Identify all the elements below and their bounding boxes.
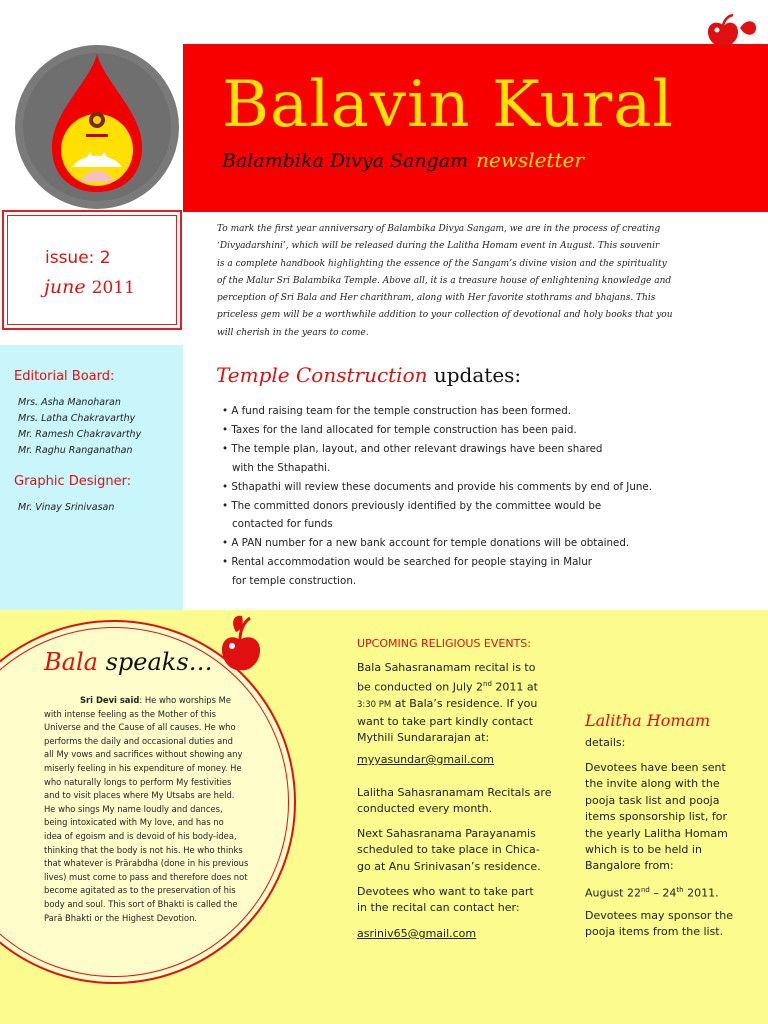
- event-text: 2011 at: [491, 681, 538, 695]
- issue-month: june: [44, 276, 86, 298]
- list-item-continuation: with the Sthapathi.: [232, 461, 331, 474]
- temple-title-highlight: Temple Construction: [216, 363, 428, 387]
- lalitha-line: the yearly Lalitha Homam: [585, 826, 728, 840]
- issue-date: [44, 276, 135, 298]
- date-text: – 24: [649, 886, 677, 900]
- lalitha-line: Devotees may sponsor the: [585, 909, 733, 922]
- intro-line: priceless gem will be a worthwhile addition to your collection of devotional and holy books that you: [217, 310, 673, 321]
- bala-speaks-quote: [44, 694, 260, 925]
- designer-name: Mr. Vinay Srinivasan: [18, 502, 115, 513]
- organization-name: Balambika Divya Sangam: [222, 150, 469, 172]
- quote-line: lives) must come to pass and therefore does not: [44, 871, 248, 882]
- lalitha-line: pooja items from the list.: [585, 925, 724, 939]
- quote-line: that whatever is Prārabdha (done in his previous: [44, 858, 249, 869]
- bala-title-rest: speaks…: [105, 648, 213, 676]
- masthead-title: Balavin Kural: [222, 68, 674, 142]
- temple-section-title: [216, 363, 521, 387]
- intro-line: of the Malur Sri Balambika Temple. Above all, it is a treasure house of enlightening knowledge and: [217, 275, 672, 286]
- quote-line: all My vows and sacrifices without showing any: [44, 749, 243, 760]
- event-text: Next Sahasranama Parayanamis: [357, 827, 536, 840]
- lalitha-sponsor-note: [585, 908, 733, 941]
- lalitha-dates: [585, 882, 719, 902]
- events-heading: UPCOMING RELIGIOUS EVENTS:: [357, 637, 531, 650]
- lalitha-invite-text: [585, 760, 728, 875]
- event-text: in the recital can contact her:: [357, 901, 520, 915]
- list-item: • A fund raising team for the temple construction has been formed.: [222, 405, 572, 417]
- designer-heading: Graphic Designer:: [14, 474, 132, 489]
- lalitha-line: the invite along with the: [585, 777, 720, 791]
- date-text: 2011.: [683, 886, 719, 900]
- list-item: • The committed donors previously identified by the committee would be: [222, 499, 602, 512]
- event-sahasranamam-recital: [357, 660, 538, 747]
- lalitha-line: items sponsorship list, for: [585, 810, 727, 824]
- bala-title-highlight: Bala: [44, 648, 98, 676]
- intro-line: To mark the first year anniversary of Balambika Divya Sangam, we are in the process of creating: [217, 224, 661, 234]
- lalitha-details-label: details:: [585, 736, 626, 749]
- intro-line: ‘Divyadarshini’, which will be released during the Lalitha Homam event in August. This souvenir: [217, 241, 660, 252]
- quote-line: become agitated as to the preservation of his: [44, 885, 236, 896]
- list-item: • Sthapathi will review these documents and provide his comments by end of June.: [222, 480, 653, 493]
- ordinal-suffix: nd: [641, 886, 650, 894]
- issue-number: issue: 2: [45, 248, 111, 268]
- event-text: want to take part kindly contact: [357, 714, 534, 728]
- email-link-mythili[interactable]: myyasundar@gmail.com: [357, 753, 494, 766]
- lalitha-line: pooja task list and pooja: [585, 793, 720, 807]
- event-text: at Bala’s residence. If you: [391, 697, 538, 711]
- list-item: • A PAN number for a new bank account for temple donations will be obtained.: [222, 537, 630, 550]
- quote-line: miserly feeling in his expenditure of money. He: [44, 762, 242, 773]
- event-text: Devotees who want to take part: [357, 885, 534, 898]
- event-text: Lalitha Sahasranamam Recitals are: [357, 786, 552, 799]
- quote-line: performs the daily and occasional duties and: [44, 735, 233, 746]
- intro-line: is a complete handbook highlighting the essence of the Sangam’s divine vision and the spirituality: [217, 258, 667, 269]
- intro-line: perception of Sri Bala and Her charithram, along with Her favorite stothrams and bhajans. This: [217, 293, 656, 304]
- sangam-logo-icon: [12, 42, 182, 212]
- temple-update-list: [222, 402, 762, 591]
- newsletter-label: newsletter: [476, 148, 584, 172]
- list-item: • Taxes for the land allocated for temple construction has been paid.: [222, 423, 577, 436]
- quote-line: : He who worships Me: [139, 695, 232, 705]
- event-text: Mythili Sundararajan at:: [357, 731, 490, 745]
- quote-line: with intense feeling as the Mother of this: [44, 708, 216, 719]
- quote-line: who naturally longs to perform My festivities: [44, 776, 232, 787]
- quote-line: body and soul. This sort of Bhakti is called the: [44, 898, 238, 909]
- quote-line: and to visit places where My Utsabs are held.: [44, 790, 235, 801]
- quote-line: being intoxicated with My love, and has no: [44, 817, 224, 828]
- list-item-continuation: contacted for funds: [232, 518, 333, 531]
- apple-ornament-icon: [700, 10, 760, 50]
- quote-speaker: Sri Devi said: [80, 695, 140, 705]
- quote-line: idea of egoism and is devoid of his body-idea,: [44, 830, 237, 841]
- intro-paragraph: [217, 221, 722, 342]
- issue-year: 2011: [91, 278, 135, 298]
- editorial-member: Mr. Ramesh Chakravarthy: [18, 429, 142, 440]
- event-time: 3:30 PM: [357, 700, 392, 711]
- editorial-heading: Editorial Board:: [14, 369, 115, 384]
- event-text: conducted every month.: [357, 802, 493, 816]
- editorial-member: Mr. Raghu Ranganathan: [18, 445, 133, 456]
- temple-title-rest: updates:: [433, 363, 522, 387]
- lalitha-homam-title: Lalitha Homam: [585, 711, 711, 730]
- ordinal-suffix: th: [676, 886, 684, 894]
- bala-speaks-title: [44, 648, 213, 676]
- quote-line: Universe and the Cause of all causes. He who: [44, 722, 236, 733]
- issue-box-inner-border: [7, 215, 177, 325]
- email-link-anu[interactable]: asriniv65@gmail.com: [357, 927, 477, 940]
- event-next-parayanam: [357, 826, 541, 875]
- event-monthly-recitals: [357, 785, 551, 818]
- editorial-member: Mrs. Latha Chakravarthy: [18, 413, 136, 424]
- quote-line: Parā Bhakti or the Highest Devotion.: [44, 912, 198, 923]
- event-text: be conducted on July 2: [357, 681, 484, 695]
- intro-line: will cherish in the years to come.: [217, 327, 369, 338]
- event-text: Bala Sahasranamam recital is to: [357, 661, 536, 674]
- quote-line: He who sings My name loudly and dances,: [44, 803, 223, 814]
- list-item: • Rental accommodation would be searched for people staying in Malur: [222, 556, 593, 569]
- apple-ornament-icon: [216, 606, 266, 676]
- date-text: August 22: [585, 886, 641, 900]
- event-text: go at Anu Srinivasan’s residence.: [357, 859, 541, 873]
- event-text: scheduled to take place in Chica-: [357, 843, 540, 857]
- list-item: • The temple plan, layout, and other relevant drawings have been shared: [222, 442, 603, 455]
- masthead-subtitle: [222, 148, 584, 172]
- ordinal-suffix: nd: [483, 680, 492, 689]
- editorial-member: Mrs. Asha Manoharan: [18, 397, 121, 408]
- lalitha-line: Devotees have been sent: [585, 761, 726, 774]
- event-contact-note: [357, 884, 534, 917]
- lalitha-line: Bangalore from:: [585, 859, 674, 873]
- quote-line: thinking that the body is not his. He who thinks: [44, 844, 243, 855]
- list-item-continuation: for temple construction.: [232, 575, 357, 588]
- lalitha-line: which is to be held in: [585, 843, 702, 857]
